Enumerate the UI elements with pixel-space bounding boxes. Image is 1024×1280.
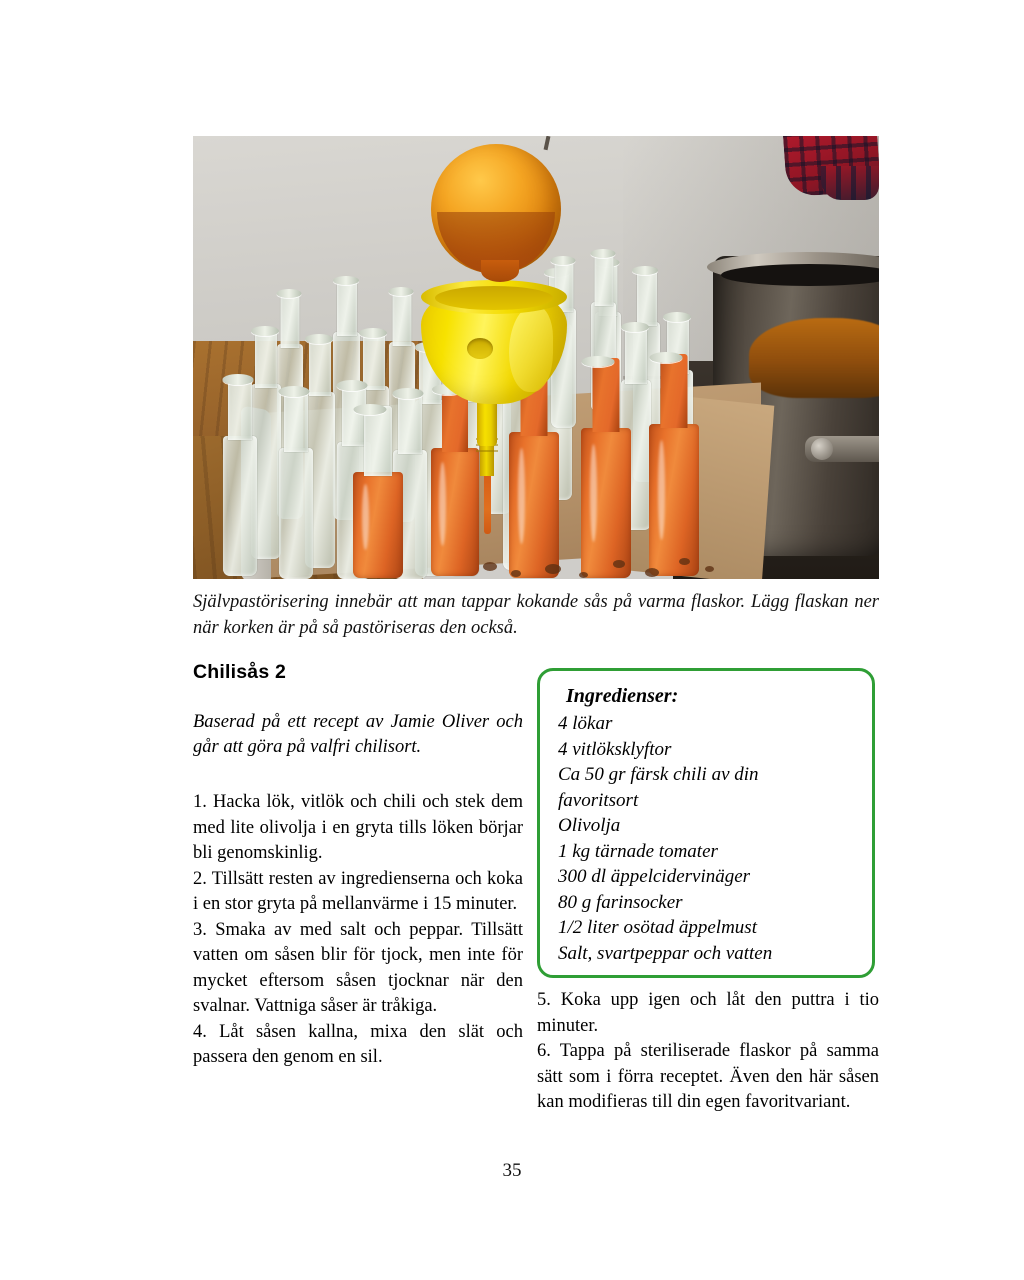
photo-sauce-drip bbox=[483, 562, 497, 571]
photo-bottle-mouth bbox=[337, 380, 368, 391]
photo-bottle-mouth bbox=[621, 322, 649, 332]
ingredient-item: Salt, svartpeppar och vatten bbox=[558, 942, 773, 964]
page-number: 35 bbox=[502, 1160, 522, 1181]
photo-funnel-interior bbox=[435, 286, 553, 310]
photo-plaid-cloth-fold bbox=[821, 166, 879, 200]
photo-sauce-drip bbox=[679, 558, 690, 565]
recipe-photo bbox=[193, 136, 879, 579]
photo-bottle-mouth bbox=[551, 256, 576, 265]
photo-bottle-mouth bbox=[389, 287, 414, 296]
ingredient-item: 4 vitlöksklyftor bbox=[558, 738, 672, 760]
photo-sauce-drip bbox=[613, 560, 625, 568]
ingredient-item: 1/2 liter osötad äppelmust bbox=[558, 917, 757, 938]
photo-bottle-mouth bbox=[663, 312, 691, 322]
ingredients-list bbox=[558, 711, 858, 966]
ingredients-box bbox=[537, 668, 875, 978]
photo-bottle-mouth bbox=[359, 328, 387, 338]
photo-bottle-mouth bbox=[591, 249, 616, 258]
recipe-steps-right bbox=[537, 988, 879, 1116]
photo-bottle-mouth bbox=[305, 334, 333, 344]
photo-sauce-drip bbox=[511, 570, 521, 577]
photo-bottle-mouth bbox=[223, 374, 254, 385]
ingredient-item: 1 kg tärnade tomater bbox=[558, 840, 718, 862]
ingredient-item: favoritsort bbox=[558, 789, 639, 811]
photo-funnel-thread bbox=[476, 450, 498, 452]
recipe-step: 6. Tappa på steriliserade flaskor på samma sätt som i förra receptet. Även den här såsen kan modifieras till din egen favoritvariant. bbox=[537, 1041, 879, 1112]
photo-filled-bottle bbox=[431, 448, 479, 576]
ingredient-item: 300 dl äppelcidervinäger bbox=[558, 866, 751, 887]
photo-caption: Självpastörisering innebär att man tappar kokande sås på varma flaskor. Lägg flaskan ner när korken är på så pastöriseras den också. bbox=[193, 592, 879, 638]
photo-sauce-drip bbox=[705, 566, 714, 572]
photo-filled-bottle bbox=[509, 432, 559, 578]
photo-orange-ladle-tip bbox=[481, 260, 519, 282]
photo-pot-rivet bbox=[811, 438, 833, 460]
photo-pot-sauce bbox=[749, 318, 879, 398]
photo-bottle-mouth bbox=[393, 388, 424, 399]
recipe-step: 4. Låt såsen kallna, mixa den slät och passera den genom en sil. bbox=[193, 1021, 523, 1067]
ingredient-item: Ca 50 gr färsk chili av din bbox=[558, 764, 759, 785]
photo-funnel-hole bbox=[467, 338, 493, 359]
photo-funnel-fold bbox=[509, 306, 553, 392]
ingredient-item: 4 lökar bbox=[558, 713, 613, 734]
ingredient-item: Olivolja bbox=[558, 815, 621, 836]
photo-bottle-mouth bbox=[279, 386, 310, 397]
ingredients-title: Ingredienser: bbox=[566, 685, 679, 707]
photo-bottle-being-filled bbox=[353, 472, 403, 578]
photo-sauce-stream bbox=[484, 472, 491, 534]
photo-empty-bottle bbox=[223, 436, 257, 576]
recipe-step: 5. Koka upp igen och låt den puttra i tio minuter. bbox=[537, 990, 879, 1036]
photo-bottle-mouth bbox=[650, 352, 683, 363]
recipe-title: Chilisås 2 bbox=[193, 661, 287, 683]
photo-bottle-mouth bbox=[277, 289, 302, 298]
ingredient-item: 80 g farinsocker bbox=[558, 891, 683, 913]
photo-sauce-drip bbox=[645, 568, 659, 577]
photo-bottle-mouth bbox=[582, 356, 615, 367]
photo-empty-bottle bbox=[279, 448, 313, 579]
recipe-step: 3. Smaka av med salt och peppar. Tillsätt vatten om såsen blir för tjock, men inte för mycket eftersom såsen tjocknar när den svalnar. Vattniga såser är tråkiga. bbox=[193, 919, 523, 1016]
photo-bottle-mouth bbox=[632, 266, 658, 275]
photo-bottle-mouth bbox=[333, 276, 359, 285]
recipe-step: 1. Hacka lök, vitlök och chili och stek dem med lite olivolja i en gryta tills löken börjar bli genomskinlig. bbox=[193, 792, 523, 863]
photo-bottle-mouth bbox=[251, 326, 279, 336]
photo-sauce-drip bbox=[579, 572, 588, 578]
photo-filled-bottle bbox=[581, 428, 631, 578]
recipe-steps-left bbox=[193, 790, 523, 1071]
recipe-intro: Baserad på ett recept av Jamie Oliver och går att göra på valfri chilisort. bbox=[193, 712, 523, 757]
recipe-step: 2. Tillsätt resten av ingredienserna och koka i en stor gryta på mellanvärme i 15 minuter. bbox=[193, 868, 523, 914]
photo-filled-bottle bbox=[649, 424, 699, 576]
left-text-column bbox=[193, 660, 523, 1071]
photo-bottle-mouth bbox=[354, 404, 387, 415]
photo-canvas bbox=[193, 136, 879, 579]
photo-sauce-drip bbox=[545, 564, 561, 574]
